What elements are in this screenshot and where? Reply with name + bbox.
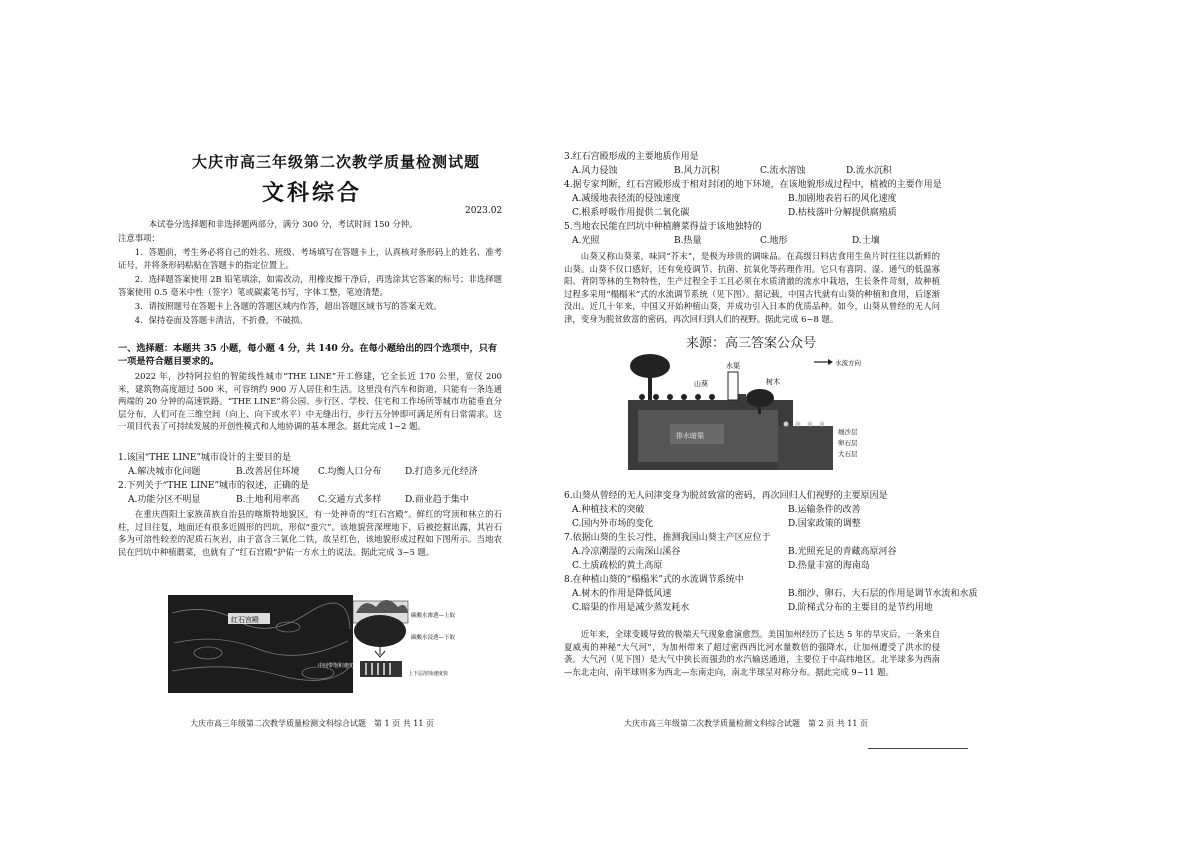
q8-option-a: A.树木的作用是降低风速: [572, 589, 672, 599]
passage-red-stone-palace: 在重庆酉阳土家族苗族自治县的喀斯特地貌区，有一处神奇的“红石宫殿”。鲜红的穹顶和林立的石柱，过目往复，地面还有很多近圆形的凹坑，形似“蚕穴”。该地貌营深埋地下，后被挖掘出露，其岩石多为可溶性较差的泥质石灰岩，由于富含三氧化二铁，故呈红色，该地貌形成过程如下图所示。当地农民在凹坑中种植蘑菜，也就有了“红石宫殿”护佑一方水土的说法。据此完成 3~5 题。: [118, 509, 502, 557]
notice-4: 4．保持卷面及答题卡清洁，不折叠，不破损。: [134, 315, 308, 325]
q7-option-b: B.光照充足的青藏高原河谷: [788, 547, 897, 557]
notice-3: 3．请按照题号在答题卡上各题的答题区域内作答，超出答题区域书写的答案无效。: [134, 301, 442, 311]
q8-option-b: B.细沙、卵石、大石层的作用是调节水流和水质: [788, 589, 978, 599]
q5-option-d: D.土壤: [852, 236, 880, 246]
notice-1: 1．答题前，考生务必将自己的姓名、班级、考场填写在答题卡上，认真核对条形码上的姓名、准考证号，并将条形码粘贴在答题卡的指定位置上。: [118, 247, 502, 270]
q5-option-c: C.地形: [760, 236, 788, 246]
label-fine-sand: 细沙层: [838, 428, 858, 436]
q4-option-a: A.减缓地表径流的侵蚀速度: [572, 194, 681, 204]
footer-right: 大庆市高三年级第二次教学质量检测文科综合试题 第 2 页 共 11 页: [624, 719, 868, 728]
water-channel: [728, 372, 738, 400]
q5-option-b: B.热量: [674, 236, 702, 246]
q4-option-d: D.枯枝落叶分解提供腐殖质: [788, 208, 897, 218]
question-3: 3.红石宫殿形成的主要地质作用是: [564, 152, 699, 162]
q1-option-b: B.改善居住环境: [236, 467, 300, 477]
photo-label: 红石宫殿: [231, 616, 259, 624]
question-6: 6.山葵从曾经的无人问津变身为脱贫致富的密码，再次回归人们视野的主要原因是: [564, 491, 888, 501]
figure-red-stone-palace: [168, 583, 478, 695]
watermark-source: 来源：高三答案公众号: [686, 336, 817, 351]
q3-option-d: D.流水沉积: [846, 166, 892, 176]
q6-option-a: A.种植技术的突破: [572, 505, 645, 515]
q7-option-c: C.土质疏松的黄土高原: [572, 561, 663, 571]
q1-option-a: A.解决城市化问题: [128, 467, 201, 477]
section-heading: 一、选择题：本题共 35 小题，每小题 4 分，共 140 分。在每小题给出的四个选项中，只有一项是符合题目要求的。: [118, 343, 498, 367]
question-2: 2.下列关于“THE LINE”城市的叙述，正确的是: [118, 481, 310, 491]
question-8: 8.在种植山葵的“榻榻米”式的水流调节系统中: [564, 575, 744, 585]
label-top: 碳酸水渗透—上取: [411, 613, 456, 619]
q2-option-b: B.土地利用率高: [236, 495, 300, 505]
label-mid: 碳酸水浸透—下取: [411, 635, 456, 641]
q8-option-c: C.暗渠的作用是减少蒸发耗水: [572, 603, 690, 613]
q6-option-c: C.国内外市场的变化: [572, 519, 654, 529]
label-channel: 水渠: [726, 362, 740, 370]
q3-option-c: C.流水溶蚀: [760, 166, 806, 176]
exam-subtitle: 文科综合: [262, 181, 363, 206]
q8-option-d: D.阶梯式分布的主要目的是节约用地: [788, 603, 933, 613]
passage-atmospheric-river: 近年来，全球变暖导致的极端天气现象愈演愈烈。美国加州经历了长达 5 年的旱灾后，一条来自夏威夷的神秘“大气河”，为加州带来了超过密西西比河水量数倍的强降水，让加州遭受了洪水的侵袭。大气河（见下图）是大气中狭长而强劲的水汽输送通道，主要位于中高纬地区。北半球多为西南—东北走向，南半球则多为西北—东南走向，南北半球呈对称分布。据此完成 9~11 题。: [564, 629, 940, 677]
q7-option-a: A.冷凉潮湿的云南深山溪谷: [572, 547, 681, 557]
q6-option-d: D.国家政策的调整: [788, 519, 861, 529]
q2-option-a: A.功能分区不明显: [128, 495, 201, 505]
label-tree: 树木: [766, 378, 780, 386]
label-wasabi: 山葵: [694, 380, 708, 388]
label-pebble: 卵石层: [838, 439, 858, 447]
q6-option-b: B.运输条件的改善: [788, 505, 861, 515]
q3-option-a: A.风力侵蚀: [572, 166, 618, 176]
figure-red-stone-palace-svg: [168, 583, 478, 695]
question-1: 1.该国“THE LINE”城市设计的主要目的是: [118, 453, 292, 463]
scan-line: [868, 748, 968, 749]
notice-heading: 注意事项：: [118, 233, 160, 243]
q1-option-c: C.均衡人口分布: [318, 467, 382, 477]
footer-left: 大庆市高三年级第二次教学质量检测文科综合试题 第 1 页 共 11 页: [190, 719, 434, 728]
q5-option-a: A.光照: [572, 236, 600, 246]
intro-text: 本试卷分选择题和非选择题两部分，满分 300 分，考试时间 150 分钟。: [148, 219, 418, 229]
question-4: 4.据专家判断，红石宫殿形成于相对封闭的地下环境，在该地貌形成过程中，植被的主要作用是: [564, 180, 942, 190]
q7-option-d: D.热量丰富的海南岛: [788, 561, 870, 571]
dissolution-cavity: [354, 615, 406, 647]
q2-option-c: C.交通方式多样: [318, 495, 382, 505]
figure-wasabi-system: [628, 352, 868, 476]
label-flow: 水流方向: [835, 359, 861, 367]
label-drain: 排水暗渠: [676, 432, 704, 440]
q4-option-b: B.加剧地表岩石的风化速度: [788, 194, 897, 204]
notice-2: 2．选择题答案使用 2B 铅笔填涂，如需改动，用橡皮擦干净后，再选涂其它答案的标号；非选择题答案使用 0.5 毫米中性（签字）笔或碳素笔书写，字体工整，笔迹清楚。: [118, 274, 502, 297]
right-page: [564, 0, 1200, 850]
q2-option-d: D.商业趋于集中: [405, 495, 469, 505]
q1-option-d: D.打造多元化经济: [405, 467, 478, 477]
question-7: 7.依据山葵的生长习性，推测我国山葵主产区应位于: [564, 533, 771, 543]
label-boulder: 大石层: [838, 450, 858, 458]
question-5: 5.当地农民能在凹坑中种植蘑菜得益于该地独特的: [564, 222, 762, 232]
passage-the-line: 2022 年，沙特阿拉伯的智能线性城市“THE LINE”开工修建，它全长近 170 公里，宽仅 200 米，建筑物高度超过 500 米，可容纳约 900 万人居住和生活。这里没有汽车和街道，只能有一条连通两端的 20 分钟的高速铁路。“THE LINE”将公园、步行区、学校、住宅和工作场所等城市功能垂直分层分布，人们可在三维空间（向上、向下或水平）中无缝出行，步行五分钟即可满足所有日常需求。这一项目代表了可持续发展的开创性模式和人地协调的基本理念。据此完成 1~2 题。: [118, 371, 502, 432]
exam-date: 2023.02: [465, 206, 503, 216]
label-left: 中间带饱和速度慢: [318, 663, 359, 669]
exam-title: 大庆市高三年级第二次教学质量检测试题: [192, 153, 481, 171]
label-right: 上下层溶蚀速度快: [408, 671, 449, 677]
figure-wasabi-svg: [628, 352, 868, 476]
passage-wasabi: 山葵又称山葵菜，味同“芥末”，是极为珍贵的调味品。在高级日料店食用生鱼片时往往以新鲜的山葵。山葵不仅口感好，还有免疫调节、抗菌、抗氧化等药理作用。它只有喜阴、湿、通气的低温寡阳、背阴等林的生物特性，生产过程全手工且必须在水质清澈的流水中栽培，生长条件苛刻，故种植过程多采用“榻榻米”式的水流调节系统（见下图）。据记载，中国古代就有山葵的种植和食用，后逐渐没出。近几十年来，中国又开始种植山葵，并成功引入日本的优质品种。如今，山葵从曾经的无人问津，变身为脱贫致富的密码，再次回归到人们的视野。据此完成 6~8 题。: [564, 251, 940, 324]
q3-option-b: B.风力沉积: [674, 166, 720, 176]
q4-option-c: C.根系呼吸作用提供二氧化碳: [572, 208, 690, 218]
